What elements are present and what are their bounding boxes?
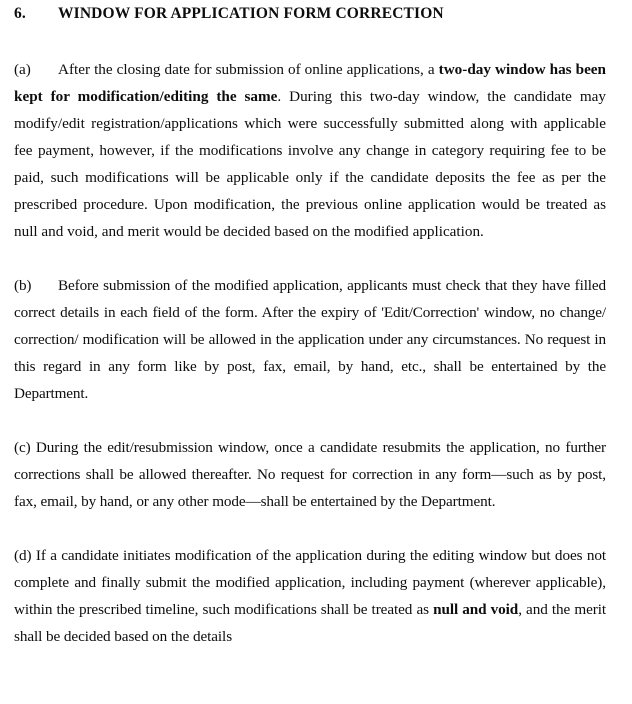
paragraph-a-run-1-bold: two-day window has been kept for modification/editing the same bbox=[14, 61, 606, 105]
section-number: 6. bbox=[14, 5, 26, 22]
document-content bbox=[14, 0, 606, 650]
paragraph-a-run-0: After the closing date for submission of online applications, a bbox=[58, 61, 439, 78]
paragraph-c-label: (c) bbox=[14, 439, 31, 456]
section-heading bbox=[14, 0, 606, 27]
paragraph-a-run-2: . During this two-day window, the candidate may modify/edit registration/applications which were successfully submitted along with applicable fee payment, however, if the modifications involve any change in category requiring fee to be paid, such modifications will be applicable only if the candidate deposits the fee as per the prescribed procedure. Upon modification, the previous online application would be treated as null and void, and merit would be decided based on the modified application. bbox=[14, 88, 606, 240]
paragraph-d bbox=[14, 542, 606, 650]
paragraph-b-run-0: Before submission of the modified application, applicants must check that they have filled correct details in each field of the form. After the expiry of 'Edit/Correction' window, no change/ correction/ modification will be allowed in the application under any circumstances. No request in this regard in any form like by post, fax, email, by hand, etc., shall be entertained by the Department. bbox=[14, 277, 606, 402]
paragraph-d-run-2: , and the merit shall be decided based on the details bbox=[14, 601, 606, 645]
paragraph-b-label: (b) bbox=[14, 277, 32, 294]
paragraph-a-label: (a) bbox=[14, 61, 31, 78]
paragraph-a bbox=[14, 56, 606, 245]
section-title: WINDOW FOR APPLICATION FORM CORRECTION bbox=[58, 5, 444, 22]
paragraph-c bbox=[14, 434, 606, 515]
paragraph-d-label: (d) bbox=[14, 547, 32, 564]
paragraph-d-run-1-bold: null and void bbox=[433, 601, 519, 618]
paragraph-b bbox=[14, 272, 606, 407]
paragraph-c-run-1: During the edit/resubmission window, once a candidate resubmits the application, no further corrections shall be allowed thereafter. No request for correction in any form—such as by post, fax, email, by hand, or any other mode—shall be entertained by the Department. bbox=[14, 439, 607, 510]
paragraph-d-run-0: If a candidate initiates modification of the application during the editing window but does not complete and finally submit the modified application, including payment (wherever applicable), within the prescribed timeline, such modifications shall be treated as bbox=[14, 547, 606, 618]
